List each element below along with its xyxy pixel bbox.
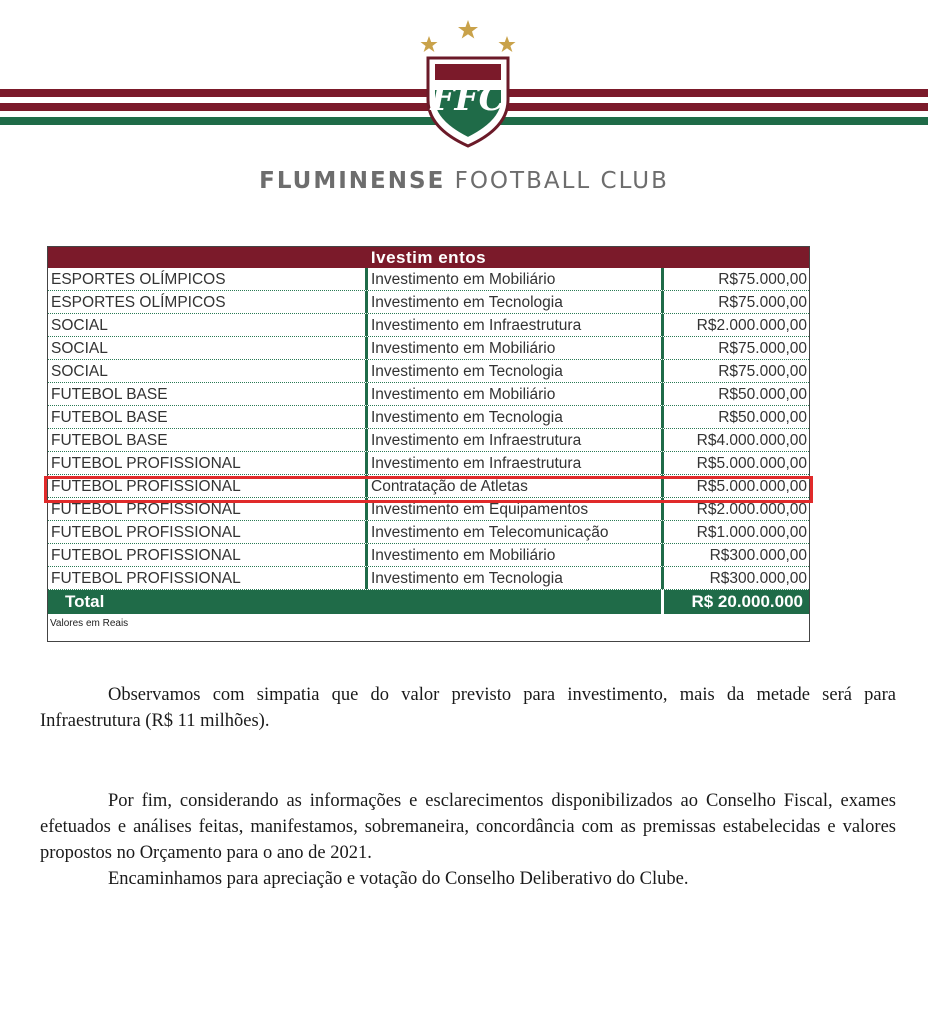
row-value: R$1.000.000,00	[696, 524, 807, 541]
row-value: R$300.000,00	[709, 547, 807, 564]
row-item: Investimento em Infraestrutura	[368, 452, 664, 474]
table-title: Ivestim entos	[48, 247, 809, 268]
table-row	[48, 314, 809, 337]
row-item: Investimento em Tecnologia	[368, 291, 664, 313]
table-rows	[48, 268, 809, 590]
table-row	[48, 521, 809, 544]
investments-table	[47, 246, 810, 642]
svg-text:FFC: FFC	[430, 79, 506, 119]
total-row	[48, 590, 809, 614]
row-area: FUTEBOL PROFISSIONAL	[48, 521, 368, 543]
row-value: R$2.000.000,00	[696, 501, 807, 518]
row-item: Investimento em Mobiliário	[368, 383, 664, 405]
row-item: Investimento em Tecnologia	[368, 360, 664, 382]
row-value: R$50.000,00	[718, 409, 807, 426]
table-row	[48, 567, 809, 590]
row-value: R$5.000.000,00	[696, 455, 807, 472]
total-label: Total	[48, 590, 664, 614]
row-area: FUTEBOL PROFISSIONAL	[48, 475, 368, 497]
row-area: FUTEBOL BASE	[48, 383, 368, 405]
row-item: Investimento em Tecnologia	[368, 567, 664, 589]
row-area: SOCIAL	[48, 360, 368, 382]
row-item: Investimento em Infraestrutura	[368, 429, 664, 451]
table-row	[48, 291, 809, 314]
row-area: ESPORTES OLÍMPICOS	[48, 291, 368, 313]
table-row	[48, 406, 809, 429]
row-item: Contratação de Atletas	[368, 475, 664, 497]
table-note: Valores em Reais	[50, 618, 129, 629]
club-name	[0, 168, 928, 194]
row-value: R$4.000.000,00	[696, 432, 807, 449]
row-value: R$75.000,00	[718, 294, 807, 311]
row-item: Investimento em Mobiliário	[368, 268, 664, 290]
row-area: FUTEBOL PROFISSIONAL	[48, 567, 368, 589]
row-value: R$2.000.000,00	[696, 317, 807, 334]
row-item: Investimento em Equipamentos	[368, 498, 664, 520]
row-item: Investimento em Telecomunicação	[368, 521, 664, 543]
row-item: Investimento em Mobiliário	[368, 337, 664, 359]
row-item: Investimento em Tecnologia	[368, 406, 664, 428]
row-area: FUTEBOL BASE	[48, 406, 368, 428]
total-value: R$ 20.000.000	[691, 592, 803, 611]
paragraph-1: Observamos com simpatia que do valor previsto para investimento, mais da metade será para Infraestrutura (R$ 11 milhões).	[40, 685, 896, 731]
highlight-box	[44, 476, 813, 503]
row-item: Investimento em Mobiliário	[368, 544, 664, 566]
table-row	[48, 383, 809, 406]
table-row	[48, 544, 809, 567]
row-area: FUTEBOL PROFISSIONAL	[48, 452, 368, 474]
row-area: ESPORTES OLÍMPICOS	[48, 268, 368, 290]
row-value: R$75.000,00	[718, 271, 807, 288]
row-area: FUTEBOL PROFISSIONAL	[48, 544, 368, 566]
letterhead	[0, 0, 928, 230]
row-area: FUTEBOL PROFISSIONAL	[48, 498, 368, 520]
row-value: R$50.000,00	[718, 386, 807, 403]
row-area: SOCIAL	[48, 314, 368, 336]
row-value: R$75.000,00	[718, 363, 807, 380]
paragraph-2: Por fim, considerando as informações e esclarecimentos disponibilizados ao Conselho Fiscal, exames efetuados e análises feitas, manifestamos, sobremaneira, concordância com as premissas estabelecidas e valores propostos no Orçamento para o ano de 2021.	[40, 791, 896, 863]
row-value: R$75.000,00	[718, 340, 807, 357]
table-row	[48, 337, 809, 360]
club-name-bold: FLUMINENSE	[259, 168, 446, 194]
table-row	[48, 360, 809, 383]
table-row	[48, 268, 809, 291]
row-area: SOCIAL	[48, 337, 368, 359]
row-value: R$5.000.000,00	[696, 478, 807, 495]
row-item: Investimento em Infraestrutura	[368, 314, 664, 336]
paragraph-3: Encaminhamos para apreciação e votação do Conselho Deliberativo do Clube.	[108, 869, 689, 889]
table-row	[48, 452, 809, 475]
row-area: FUTEBOL BASE	[48, 429, 368, 451]
club-name-rest: FOOTBALL CLUB	[445, 168, 669, 194]
club-crest-logo	[412, 18, 524, 148]
row-value: R$300.000,00	[709, 570, 807, 587]
table-row	[48, 429, 809, 452]
